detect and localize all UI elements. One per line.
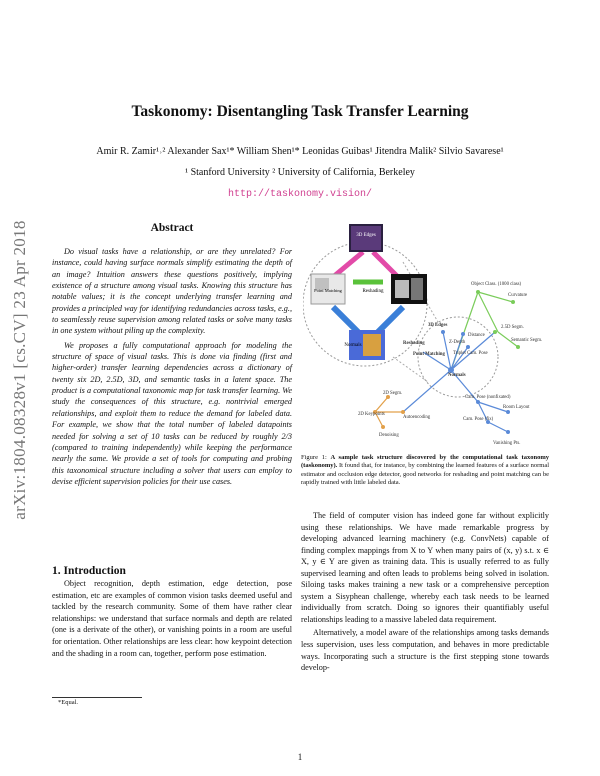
label-point-matching: Point Matching bbox=[314, 288, 342, 293]
label-reshading: Reshading bbox=[362, 289, 384, 294]
node-3d-edges: 3D Edges bbox=[428, 323, 448, 328]
task-structure-diagram bbox=[303, 222, 549, 452]
abstract-paragraph-1: Do visual tasks have a relationship, or are they unrelated? For instance, could having surface normals simplify estimating the depth of an image? Intuition answers these questions positively, implying existence of a structure among visual tasks. Knowing this structure has notable values; it is the concept underlying transfer learning and provides a principled way for identifying redundancies across tasks, e.g., to seamlessly reuse supervision among related tasks or solve many tasks in one system without piling up the complexity. bbox=[52, 247, 292, 336]
caption-label: Figure 1: bbox=[301, 454, 327, 461]
tile-reshading bbox=[362, 274, 427, 304]
right-paragraph-1: The field of computer vision has indeed gone far without explicitly using these relationships. We have made remarkable progress by developing advanced learning machinery (e.g. ConvNets) capable of finding complex mappings from X to Y when many pairs of (x, y) s.t. x ∈ X, y ∈ Y are given as training data. This is usually referred to as fully supervised learning and often leads to problems being solved in isolation. Siloing tasks makes training a new task or a comprehensive perception system a Sisyphean challenge, whereby each task needs to be learned individually from scratch. Doing so ignores their quantifiably useful relationships leading to a massive labeled data requirement. bbox=[301, 511, 549, 624]
caption-bold: A sample task structure discovered by the computational task taxonomy (taskonomy). bbox=[301, 454, 550, 470]
footnote: *Equal. bbox=[58, 699, 79, 706]
node-distance: Distance bbox=[468, 333, 485, 338]
abstract-body bbox=[52, 246, 292, 490]
label-normals: Normals bbox=[344, 343, 362, 348]
arrow-normals-to-reshading bbox=[378, 307, 403, 332]
node-autoencoding: Autoencoding bbox=[403, 415, 431, 420]
project-url[interactable]: http://taskonomy.vision/ bbox=[227, 189, 373, 200]
node-semantic-segm: Semantic Segm. bbox=[511, 338, 543, 343]
author-list: Amir R. Zamir¹˒² Alexander Sax¹* William Shen¹* Leonidas Guibas¹ Jitendra Malik² Silvio Savarese¹ bbox=[96, 146, 504, 157]
node-2d-segm: 2D Segm. bbox=[383, 391, 403, 396]
figure-caption bbox=[301, 454, 549, 487]
intro-body bbox=[52, 578, 292, 659]
node-point-matching: Point Matching bbox=[413, 352, 445, 357]
footnote-rule bbox=[52, 697, 142, 698]
affiliations: ¹ Stanford University ² University of California, Berkeley bbox=[185, 167, 415, 178]
intro-paragraph-1: Object recognition, depth estimation, edge detection, pose estimation, etc are examples of common vision tasks deemed useful and tackled by the research community. Some of them have rather clear relationships: we understand that surface normals and depth are related (one is a derivate of the other), or vanishing points in a room are useful for orientation. Other relationships are less clear: how keypoint detection and the shading in a room can, together, perform pose estimation. bbox=[52, 579, 292, 658]
abstract-heading: Abstract bbox=[150, 222, 194, 234]
node-object-class: Object Class. (1000 class) bbox=[471, 282, 522, 287]
node-denoising: Denoising bbox=[379, 433, 399, 438]
node-room-layout: Room Layout bbox=[503, 405, 530, 410]
tile-normals bbox=[344, 330, 385, 360]
arrow-normals-to-matching bbox=[333, 307, 358, 332]
right-column-body bbox=[301, 510, 549, 676]
node-cam-pose-fix: Cam. Pose (fix) bbox=[463, 417, 494, 422]
node-2d-keypoints: 2D Keypoints bbox=[358, 412, 385, 417]
arrow-edges-to-matching bbox=[333, 252, 363, 277]
node-vanishing-pts: Vanishing Pts. bbox=[493, 441, 521, 446]
tile-point-matching bbox=[311, 274, 345, 304]
node-normals: Normals bbox=[448, 373, 466, 378]
node-25d-segm: 2.5D Segm. bbox=[501, 325, 524, 330]
intro-heading: 1. Introduction bbox=[52, 565, 126, 577]
node-curvature: Curvature bbox=[508, 293, 528, 298]
node-cam-pose-nonfixated: Cam. Pose (nonfixated) bbox=[465, 395, 511, 400]
arrow-edges-to-reshading bbox=[373, 252, 398, 277]
label-3d-edges: 3D Edges bbox=[356, 233, 376, 238]
tile-3d-edges bbox=[349, 224, 383, 252]
paper-title: Taskonomy: Disentangling Task Transfer Learning bbox=[131, 103, 469, 120]
right-paragraph-2: Alternatively, a model aware of the relationships among tasks demands less supervision, uses less computation, and behaves in more predictable ways. Incorporating such a structure is the first stepping stone towards develop- bbox=[301, 628, 549, 673]
abstract-paragraph-2: We proposes a fully computational approach for modeling the structure of space of visual tasks. This is done via finding (first and higher-order) transfer learning dependencies across a dictionary of twenty six 2D, 2.5D, 3D, and semantic tasks in a latent space. The product is a computational taxonomic map for task transfer learning. We study the consequences of this structure, e.g. nontrivial emerged relationships, and exploit them to reduce the demand for labeled data. For example, we show that the total number of labeled datapoints needed for solving a set of 10 tasks can be reduced by roughly 2/3 (compared to training independently) while keeping the performance nearly the same. We provide a set of tools for computing and probing this taxonomical structure including a solver that users can employ to devise efficient supervision policies for their use cases. bbox=[52, 340, 292, 486]
page-number: 1 bbox=[297, 752, 303, 762]
figure-1 bbox=[303, 222, 549, 452]
caption-rest: It found that, for instance, by combining the learned features of a surface normal estimator and occlusion edge detector, good networks for reshading and point matching can be rapidly trained with little labeled data. bbox=[301, 462, 550, 486]
node-triplet-cam-pose: Triplet Cam. Pose bbox=[453, 351, 488, 356]
node-depth: Z-Depth bbox=[449, 340, 466, 345]
arxiv-watermark: arXiv:1804.08328v1 [cs.CV] 23 Apr 2018 bbox=[10, 220, 29, 520]
node-reshading: Reshading bbox=[403, 341, 425, 346]
